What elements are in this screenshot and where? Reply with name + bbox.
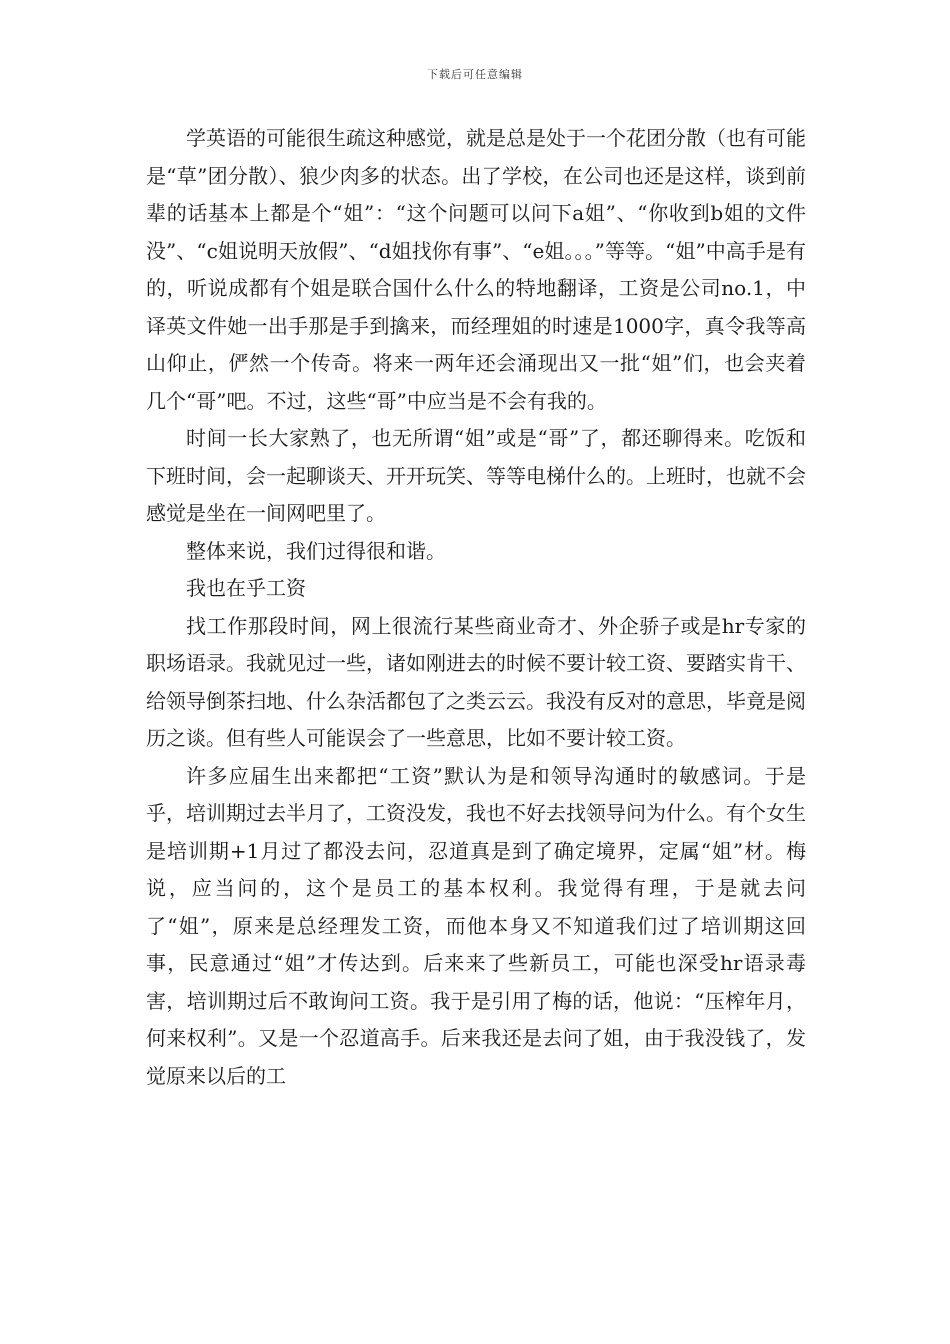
paragraph: 整体来说，我们过得很和谐。 [186, 538, 446, 563]
document-body [146, 120, 806, 1095]
section-heading: 我也在乎工资 [186, 576, 306, 600]
paragraph: 时间一长大家熟了，也无所谓“姐”或是“哥”了，都还聊得来。吃饭和下班时间，会一起聊谈天、开开玩笑、等等电梯什么的。上班时，也就不会感觉是坐在一间网吧里了。 [146, 426, 806, 525]
paragraph: 找工作那段时间，网上很流行某些商业奇才、外企骄子或是hr专家的职场语录。我就见过一些，诸如刚进去的时候不要计较工资、要踏实肯干、给领导倒茶扫地、什么杂活都包了之类云云。我没有反对的意思，毕竟是阅历之谈。但有些人可能误会了一些意思，比如不要计较工资。 [146, 613, 806, 750]
paragraph: 学英语的可能很生疏这种感觉，就是总是处于一个花团分散（也有可能是“草”团分散）、狼少肉多的状态。出了学校，在公司也还是这样，谈到前辈的话基本上都是个“姐”：“这个问题可以问下a姐”、“你收到b姐的文件没”、“c姐说明天放假”、“d姐找你有事”、“e姐。。。”等等。“姐”中高手是有的，听说成都有个姐是联合国什么什么的特地翻译，工资是公司no.1，中译英文件她一出手那是手到擒来，而经理姐的时速是1000字，真令我等高山仰止，俨然一个传奇。将来一两年还会涌现出又一批“姐”们，也会夹着几个“哥”吧。不过，这些“哥”中应当是不会有我的。 [146, 126, 806, 413]
page-header: 下载后可任意编辑 [427, 68, 523, 81]
paragraph: 许多应届生出来都把“工资”默认为是和领导沟通时的敏感词。于是乎，培训期过去半月了，工资没发，我也不好去找领导问为什么。有个女生是培训期+1月过了都没去问，忍道真是到了确定境界，定属“姐”材。梅说，应当问的，这个是员工的基本权利。我觉得有理，于是就去问了“姐”，原来是总经理发工资，而他本身又不知道我们过了培训期这回事，民意通过“姐”才传达到。后来来了些新员工，可能也深受hr语录毒害，培训期过后不敢询问工资。我于是引用了梅的话，他说：“压榨年月，何来权利”。又是一个忍道高手。后来我还是去问了姐，由于我没钱了，发觉原来以后的工 [146, 763, 806, 1088]
